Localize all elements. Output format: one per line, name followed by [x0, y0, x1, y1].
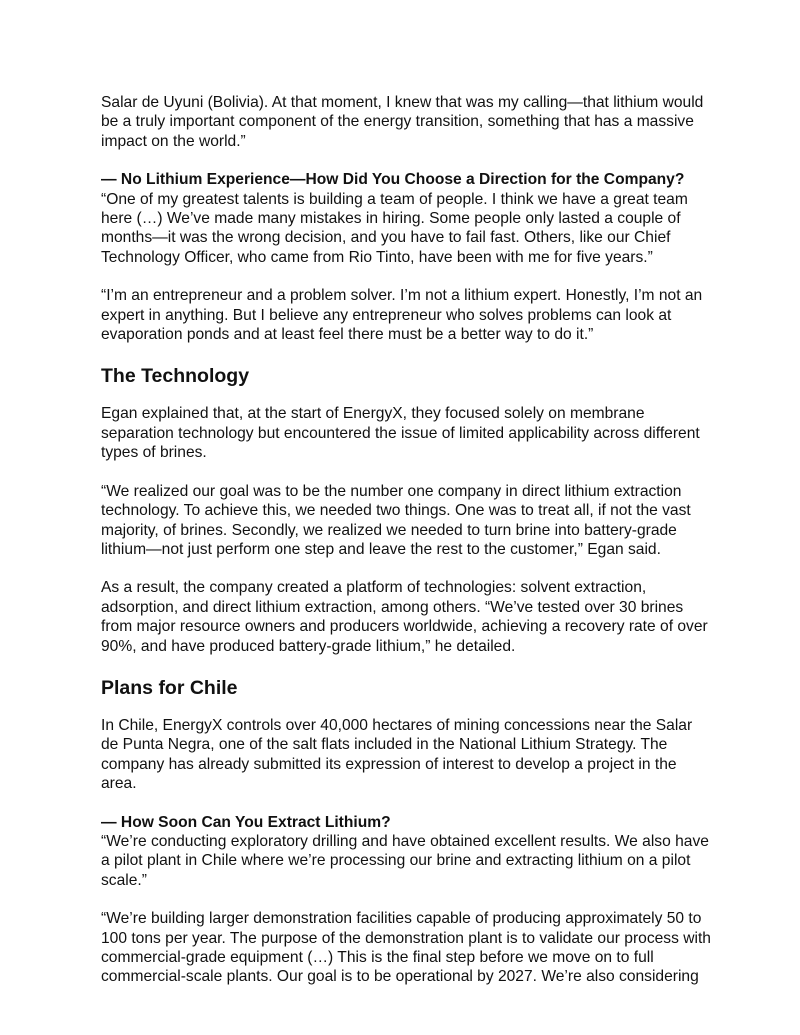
heading-technology: The Technology [101, 365, 250, 388]
paragraph-uyuni: Salar de Uyuni (Bolivia). At that moment, I knew that was my calling—that lithium would be a truly important component of the energy transition, something that has a massive impact on the world.” [101, 94, 704, 150]
paragraph-team: “One of my greatest talents is building a team of people. I think we have a great team here (…) We’ve made many mistakes in hiring. Some people only lasted a couple of months—it was the wrong decision, and you have to fail fast. Others, like our Chief Technology Officer, who came from Rio Tinto, have been with me for five years.” [101, 190, 688, 266]
paragraph-platform: As a result, the company created a platform of technologies: solvent extraction, adsorption, and direct lithium extraction, among others. “We’ve tested over 30 brines from major resource owners and producers worldwide, achieving a recovery rate of over 90%, and have produced battery-grade lithium,” he detailed. [101, 579, 708, 655]
paragraph-entrepreneur: “I’m an entrepreneur and a problem solver. I’m not a lithium expert. Honestly, I’m not an expert in anything. But I believe any entrepreneur who solves problems can look at evaporation ponds and at least feel there must be a better way to do it.” [101, 287, 703, 344]
paragraph-demonstration: “We’re building larger demonstration facilities capable of producing approximately 50 to 100 tons per year. The purpose of the demonstration plant is to validate our process with commercial-grade equipment (…) This is the final step before we move on to full commercial-scale plants. Our goal is to be operational by 2027. We’re also considering [101, 910, 711, 986]
paragraph-drilling: “We’re conducting exploratory drilling and have obtained excellent results. We also have a pilot plant in Chile where we’re processing our brine and extracting lithium on a pilot scale.” [101, 832, 709, 889]
interview-question-direction: — No Lithium Experience—How Did You Choose a Direction for the Company? [101, 171, 685, 189]
paragraph-goal: “We realized our goal was to be the number one company in direct lithium extraction technology. To achieve this, we needed two things. One was to treat all, if not the vast majority, of brines. Secondly, we realized we needed to turn brine into battery-grade lithium—not just perform one step and leave the rest to the customer,” Egan said. [101, 482, 691, 558]
paragraph-concessions: In Chile, EnergyX controls over 40,000 hectares of mining concessions near the Salar de Punta Negra, one of the salt flats included in the National Lithium Strategy. The company has already submitted its expression of interest to develop a project in the area. [101, 716, 693, 793]
paragraph-membrane: Egan explained that, at the start of EnergyX, they focused solely on membrane separation technology but encountered the issue of limited applicability across different types of brines. [101, 405, 700, 462]
document-page [101, 93, 713, 987]
interview-question-extract: — How Soon Can You Extract Lithium? [101, 813, 391, 831]
heading-plans-chile: Plans for Chile [101, 676, 238, 699]
